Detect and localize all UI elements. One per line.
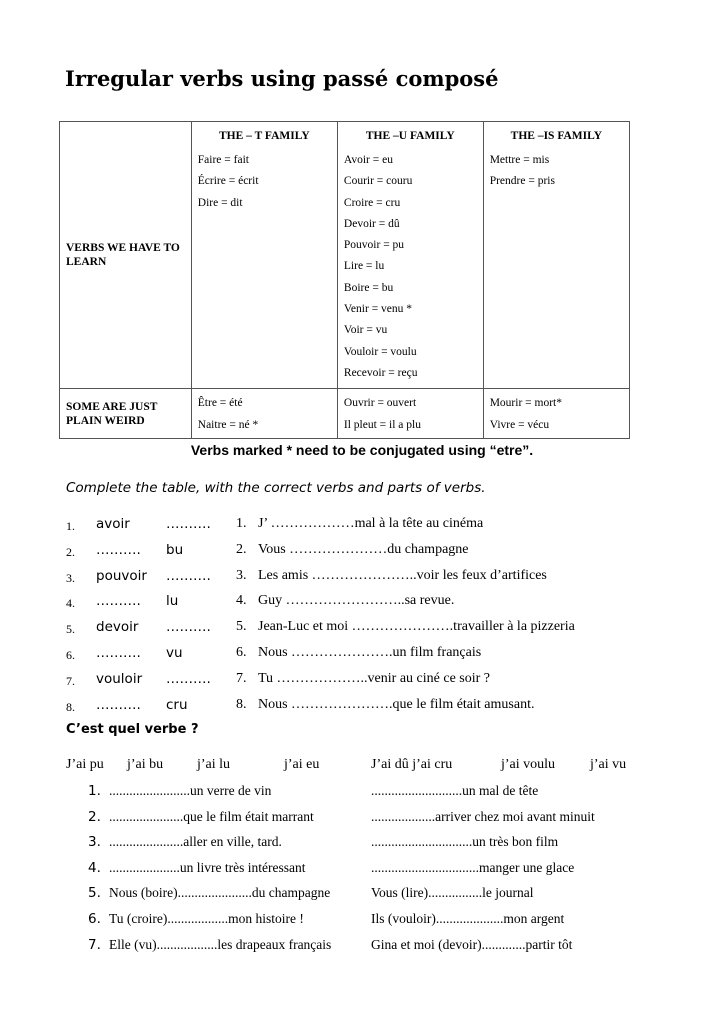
item-number: 2. bbox=[88, 808, 101, 825]
sentence-text: Les amis …………………..voir les feux d’artifices bbox=[258, 567, 547, 583]
item-number: 6. bbox=[66, 647, 75, 662]
exercise-row bbox=[66, 542, 666, 568]
sentence-text: J’ ………………mal à la tête au cinéma bbox=[258, 516, 484, 531]
verb-cell: ………. bbox=[96, 541, 141, 558]
sentence-text: Tu ………………..venir au ciné ce soir ? bbox=[258, 670, 490, 686]
participle-cell: lu bbox=[166, 593, 179, 610]
item-number: 2. bbox=[236, 541, 247, 557]
word-bank-item: J’ai pu bbox=[66, 757, 104, 772]
verb-entry: Être = été bbox=[197, 397, 243, 410]
right-sentence: ...................arriver chez moi avant minuit bbox=[371, 808, 595, 824]
verb-entry: Dire = dit bbox=[197, 196, 243, 209]
right-sentence: ..............................un très bon film bbox=[371, 834, 559, 850]
verb-entry: Il pleut = il a plu bbox=[343, 418, 421, 431]
row-label: VERBS WE HAVE TO LEARN bbox=[60, 122, 192, 389]
instruction-text: Complete the table, with the correct verbs and parts of verbs. bbox=[66, 480, 486, 496]
word-bank-item: J’ai dû j’ai cru bbox=[371, 757, 453, 772]
verb-entry: Mettre = mis bbox=[489, 154, 550, 166]
verb-entry: Ouvrir = ouvert bbox=[343, 397, 417, 410]
weird-cell bbox=[483, 389, 629, 439]
item-number: 6. bbox=[88, 910, 101, 927]
verb-entry: Vivre = vécu bbox=[489, 418, 550, 431]
left-sentence: Tu (croire)..................mon histoire ! bbox=[109, 910, 304, 926]
participle-cell: ………. bbox=[166, 670, 211, 687]
exercise-row bbox=[66, 593, 666, 619]
right-sentence: ................................manger une glace bbox=[371, 859, 575, 875]
verb-entry: Croire = cru bbox=[343, 196, 401, 209]
participle-cell: ………. bbox=[166, 619, 211, 636]
verb-entry: Vouloir = voulu bbox=[343, 345, 417, 358]
is-family-cell bbox=[483, 122, 629, 389]
verb-cell: pouvoir bbox=[96, 567, 147, 584]
item-number: 7. bbox=[66, 673, 75, 688]
verb-entry: Boire = bu bbox=[343, 281, 394, 294]
item-number: 3. bbox=[66, 570, 75, 585]
verb-cell: ………. bbox=[96, 696, 141, 713]
section-subtitle: C’est quel verbe ? bbox=[66, 722, 199, 737]
family-heading: THE – T FAMILY bbox=[219, 130, 310, 142]
exercise-row bbox=[66, 697, 666, 723]
verb-entry: Venir = venu * bbox=[343, 303, 413, 316]
exercise-row bbox=[88, 911, 648, 937]
page-title: Irregular verbs using passé composé bbox=[65, 66, 499, 91]
left-sentence: Nous (boire)......................du champagne bbox=[109, 885, 331, 901]
exercise-row bbox=[88, 783, 648, 809]
verb-entry: Lire = lu bbox=[343, 260, 385, 273]
item-number: 1. bbox=[236, 516, 247, 531]
verb-entry: Voir = vu bbox=[343, 324, 388, 337]
participle-cell: ………. bbox=[166, 516, 211, 532]
weird-cell bbox=[337, 389, 483, 439]
item-number: 3. bbox=[236, 567, 247, 583]
exercise-row bbox=[88, 834, 648, 860]
exercise-2 bbox=[88, 783, 648, 962]
table-row bbox=[60, 389, 630, 439]
verb-entry: Faire = fait bbox=[197, 154, 249, 166]
u-family-cell bbox=[337, 122, 483, 389]
item-number: 1. bbox=[88, 783, 101, 799]
verb-entry: Devoir = dû bbox=[343, 217, 400, 230]
sentence-text: Vous …………………du champagne bbox=[258, 541, 469, 557]
verb-entry: Avoir = eu bbox=[343, 154, 393, 166]
word-bank-item: j’ai eu bbox=[284, 757, 320, 772]
left-sentence: ......................aller en ville, tard. bbox=[109, 834, 282, 850]
sentence-text: Nous ………………….que le film était amusant. bbox=[258, 696, 535, 712]
row-label: SOME ARE JUST PLAIN WEIRD bbox=[60, 389, 192, 439]
left-sentence: ......................que le film était marrant bbox=[109, 808, 314, 824]
word-bank-item: j’ai vu bbox=[590, 757, 627, 772]
exercise-row bbox=[88, 860, 648, 886]
table-row bbox=[60, 122, 630, 389]
verb-cell: ………. bbox=[96, 593, 141, 610]
item-number: 5. bbox=[66, 622, 75, 637]
t-family-cell bbox=[191, 122, 337, 389]
word-bank-item: j’ai voulu bbox=[501, 757, 556, 772]
item-number: 5. bbox=[236, 619, 247, 635]
item-number: 4. bbox=[236, 593, 247, 609]
verb-entry: Courir = couru bbox=[343, 175, 413, 188]
item-number: 4. bbox=[66, 596, 75, 611]
participle-cell: vu bbox=[166, 644, 183, 661]
verb-cell: vouloir bbox=[96, 670, 143, 687]
item-number: 3. bbox=[88, 834, 101, 851]
verb-cell: devoir bbox=[96, 619, 139, 636]
verb-cell: ………. bbox=[96, 644, 141, 661]
item-number: 1. bbox=[66, 519, 75, 533]
participle-cell: ………. bbox=[166, 567, 211, 584]
left-sentence: ........................un verre de vin bbox=[109, 783, 272, 798]
item-number: 8. bbox=[66, 699, 75, 714]
verb-entry: Prendre = pris bbox=[489, 175, 555, 188]
item-number: 8. bbox=[236, 696, 247, 712]
exercise-row bbox=[66, 568, 666, 594]
exercise-row bbox=[66, 619, 666, 645]
participle-cell: bu bbox=[166, 541, 184, 558]
exercise-row bbox=[88, 885, 648, 911]
verb-entry: Naitre = né * bbox=[197, 418, 259, 431]
item-number: 6. bbox=[236, 644, 247, 660]
right-sentence: ...........................un mal de tête bbox=[371, 783, 539, 798]
item-number: 7. bbox=[236, 670, 247, 686]
exercise-1 bbox=[66, 516, 666, 722]
etre-note: Verbs marked * need to be conjugated using “etre”. bbox=[190, 442, 534, 458]
family-heading: THE –U FAMILY bbox=[365, 130, 455, 142]
item-number: 7. bbox=[88, 936, 101, 953]
verb-entry: Mourir = mort* bbox=[489, 397, 562, 410]
sentence-text: Guy ……………………..sa revue. bbox=[258, 593, 455, 609]
verb-families-table bbox=[59, 121, 630, 439]
verb-cell: avoir bbox=[96, 516, 130, 532]
word-bank-item: j’ai bu bbox=[127, 757, 164, 772]
exercise-row bbox=[88, 809, 648, 835]
exercise-row bbox=[88, 937, 648, 963]
verb-entry: Écrire = écrit bbox=[197, 175, 259, 188]
sentence-text: Jean-Luc et moi ………………….travailler à la pizzeria bbox=[258, 619, 575, 635]
sentence-text: Nous ………………….un film français bbox=[258, 644, 482, 660]
right-sentence: Ils (vouloir)....................mon argent bbox=[371, 910, 565, 926]
left-sentence: .....................un livre très intéressant bbox=[109, 859, 306, 875]
participle-cell: cru bbox=[166, 696, 188, 713]
word-bank-item: j’ai lu bbox=[197, 757, 231, 772]
weird-cell bbox=[191, 389, 337, 439]
exercise-row bbox=[66, 516, 666, 542]
right-sentence: Vous (lire)................le journal bbox=[371, 885, 534, 901]
left-sentence: Elle (vu)..................les drapeaux français bbox=[109, 936, 332, 952]
family-heading: THE –IS FAMILY bbox=[510, 130, 603, 142]
exercise-row bbox=[66, 645, 666, 671]
verb-entry: Pouvoir = pu bbox=[343, 239, 405, 252]
item-number: 2. bbox=[66, 544, 75, 559]
exercise-row bbox=[66, 671, 666, 697]
right-sentence: Gina et moi (devoir).............partir tôt bbox=[371, 936, 573, 952]
item-number: 5. bbox=[88, 885, 101, 902]
verb-entry: Recevoir = reçu bbox=[343, 366, 418, 379]
item-number: 4. bbox=[88, 859, 101, 876]
